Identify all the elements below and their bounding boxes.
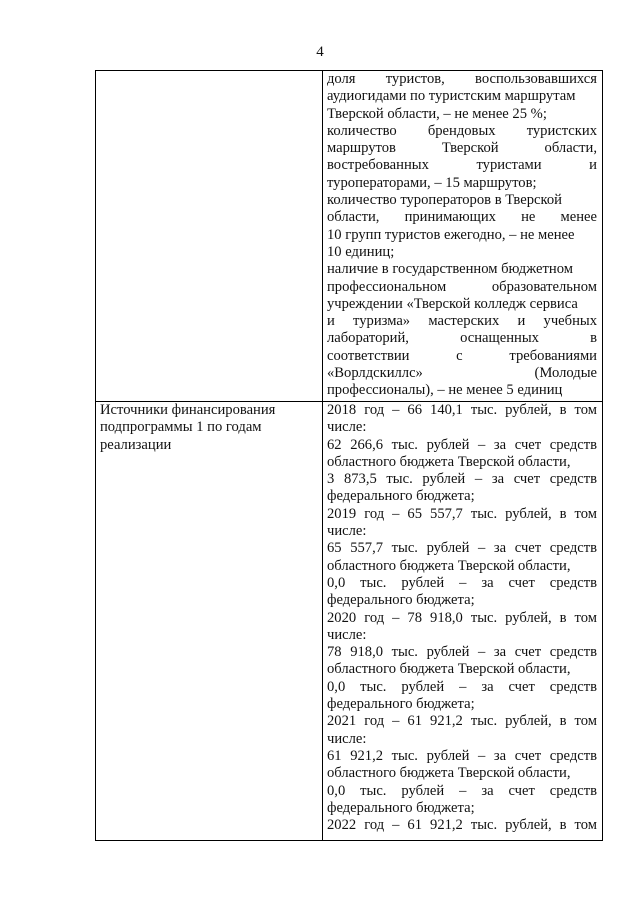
text-line: наличие в государственном бюджетном (327, 261, 573, 278)
text-line: 2018 год – 66 140,1 тыс. рублей, в том (327, 402, 597, 418)
left-cell-funding-sources (96, 402, 323, 841)
text-line: «Ворлдскиллс» (Молодые (327, 365, 597, 382)
text-line: 0,0 тыс. рублей – за счет средств (327, 574, 597, 591)
document-table (95, 70, 603, 841)
text-line: 61 921,2 тыс. рублей – за счет средств (327, 747, 597, 764)
text-line: лабораторий, оснащенных в (327, 330, 597, 347)
text-line: соответствии с требованиями (327, 347, 597, 364)
text-line: профессионалы), – не менее 5 единиц (327, 382, 563, 399)
text-line: туроператорами, – 15 маршрутов; (327, 174, 537, 191)
text-line: аудиогидами по туристским маршрутам (327, 88, 576, 105)
text-line: федерального бюджета; (327, 488, 475, 505)
text-line: федерального бюджета; (327, 592, 475, 609)
page-number: 4 (316, 44, 324, 60)
text-line: федерального бюджета; (327, 696, 475, 713)
text-line: учреждении «Тверской колледж сервиса (327, 295, 578, 312)
text-line: числе: (327, 523, 367, 540)
text-line: подпрограммы 1 по годам (100, 419, 262, 436)
text-line: Источники финансирования (100, 402, 276, 418)
text-line: числе: (327, 730, 367, 747)
text-line: и туризма» мастерских и учебных (327, 313, 597, 330)
text-line: 2020 год – 78 918,0 тыс. рублей, в том (327, 609, 597, 626)
text-line: областного бюджета Тверской области, (327, 661, 571, 678)
text-line: профессиональном образовательном (327, 278, 597, 295)
right-cell-funding-amounts (323, 402, 603, 841)
text-line: областного бюджета Тверской области, (327, 453, 571, 470)
text-line: количество брендовых туристских (327, 122, 597, 139)
text-line: областного бюджета Тверской области, (327, 557, 571, 574)
text-line: 10 групп туристов ежегодно, – не менее (327, 226, 575, 243)
text-line: 2022 год – 61 921,2 тыс. рублей, в том (327, 817, 597, 834)
text-line: области, принимающих не менее (327, 209, 597, 226)
left-cell-empty (96, 71, 323, 402)
text-line: реализации (100, 436, 172, 453)
text-line: 2019 год – 65 557,7 тыс. рублей, в том (327, 505, 597, 522)
text-line: 62 266,6 тыс. рублей – за счет средств (327, 436, 597, 453)
text-line: областного бюджета Тверской области, (327, 765, 571, 782)
text-line: 78 918,0 тыс. рублей – за счет средств (327, 644, 597, 661)
text-line: 0,0 тыс. рублей – за счет средств (327, 678, 597, 695)
text-line: количество туроператоров в Тверской (327, 192, 562, 209)
text-line: числе: (327, 419, 367, 436)
text-line: доля туристов, воспользовавшихся (327, 71, 597, 87)
right-cell-indicators (323, 71, 603, 402)
text-line: востребованных туристами и (327, 157, 597, 174)
text-line: 65 557,7 тыс. рублей – за счет средств (327, 540, 597, 557)
text-line: 10 единиц; (327, 243, 395, 260)
text-line: 2021 год – 61 921,2 тыс. рублей, в том (327, 713, 597, 730)
text-line: числе: (327, 626, 367, 643)
text-line: 3 873,5 тыс. рублей – за счет средств (327, 471, 597, 488)
text-line: Тверской области, – не менее 25 %; (327, 105, 547, 122)
text-line: федерального бюджета; (327, 799, 475, 816)
text-line: маршрутов Тверской области, (327, 140, 597, 157)
table-row-funding (96, 402, 603, 841)
text-line: 0,0 тыс. рублей – за счет средств (327, 782, 597, 799)
table-row-indicators (96, 71, 603, 402)
